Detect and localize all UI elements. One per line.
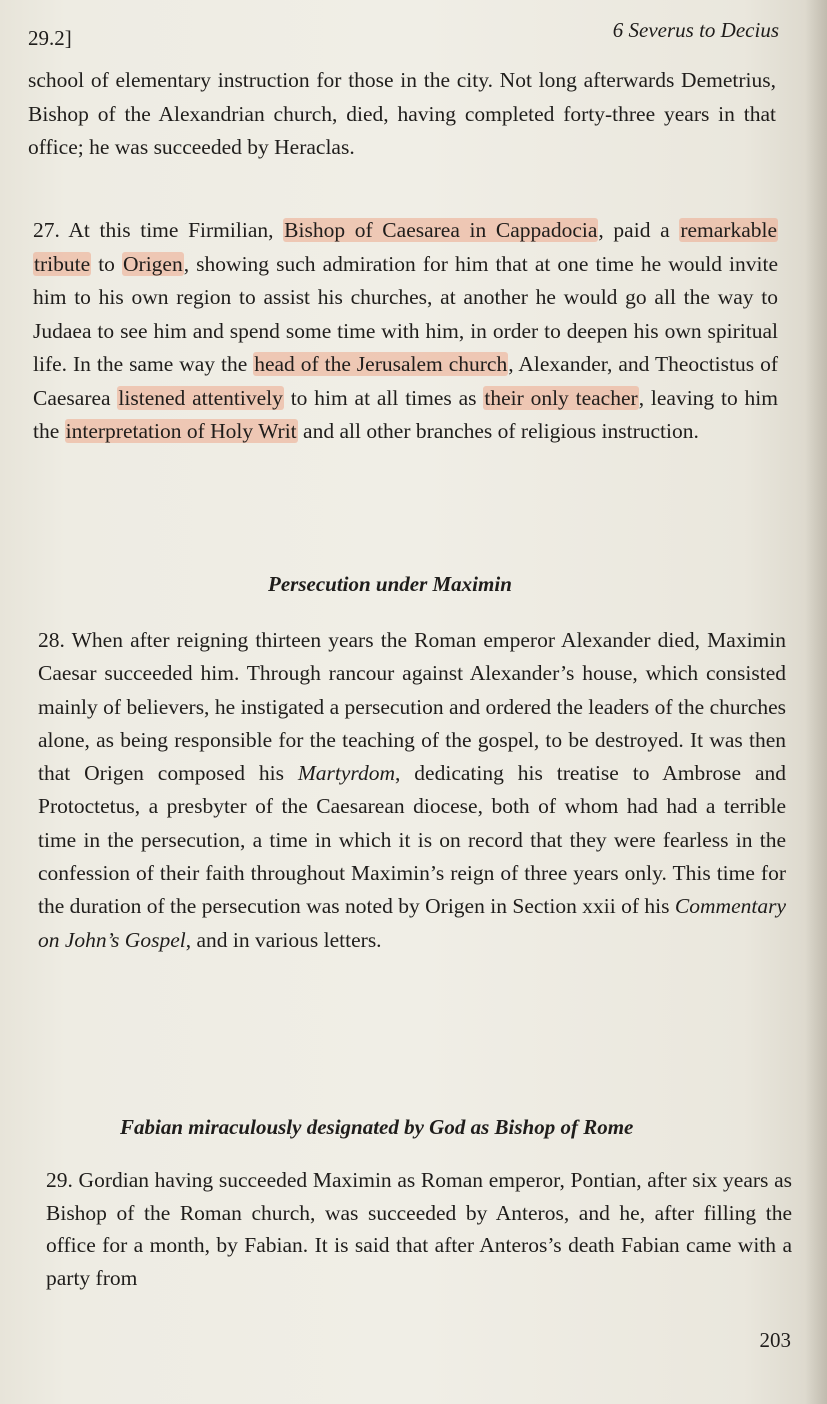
section-heading-persecution: Persecution under Maximin: [268, 572, 512, 596]
paragraph-27: [33, 214, 778, 449]
text-segment: to: [91, 251, 123, 276]
section-heading-fabian: Fabian miraculously designated by God as Bishop of Rome: [120, 1115, 634, 1139]
text-segment: , leaving to him the: [33, 385, 778, 443]
highlight-listened-attentively: listened attentively: [118, 385, 283, 410]
highlight-their-only-teacher: their only teacher: [484, 385, 638, 410]
paragraph-28: [38, 624, 786, 957]
highlight-origen: Origen: [123, 251, 183, 276]
highlight-interpretation-of-holy-writ: interpretation of Holy Writ: [65, 419, 297, 443]
paragraph-continuation: school of elementary instruction for those in the city. Not long afterwards Demetrius, Bishop of the Alexandrian church, died, having completed forty-three years in that office; he was succeeded by Heraclas.: [28, 68, 776, 159]
highlight-head-of-jerusalem-church: head of the Jerusalem church: [254, 352, 508, 376]
text-segment: and all other branches of religious instruction.: [297, 419, 699, 443]
paragraph-29: 29. Gordian having succeeded Maximin as Roman emperor, Pontian, after six years as Bishop of the Roman church, was succeeded by Anteros, and he, after filling the office for a month, by Fabian. It is said that after Anteros’s death Fabian came with a party from: [46, 1168, 792, 1290]
title-commentary-on-johns-gospel: Commentary on John’s Gospel: [38, 894, 786, 952]
text-segment: 28. When after reigning thirteen years the Roman emperor Alexander died, Maximin Caesar succeeded him. Through rancour against Alexander’s house, which consisted mainly of believers, he instigated a persecution and ordered the leaders of the churches alone, as being responsible for the teaching of the gospel, to be destroyed. It was then that Origen composed his: [38, 628, 786, 786]
text-segment: to him at all times as: [283, 385, 484, 410]
running-title: 6 Severus to Decius: [612, 18, 779, 42]
text-segment: , dedicating his treatise to Ambrose and Protoctetus, a presbyter of the Caesarean diocese, both of whom had had a terrible time in the persecution, a time in which it is on record that they were fearless in the confession of their faith throughout Maximin’s reign of three years only. This time for the duration of the persecution was noted by Origen in Section xxii of his: [38, 761, 786, 919]
text-segment: 27. At this time Firmilian,: [33, 218, 284, 242]
text-segment: , showing such admiration for him that at one time he would invite him to his own region to assist his churches, at another he would go all the way to Judaea to see him and spend some time with him, in order to deepen his own spiritual life. In the same way the: [33, 251, 778, 376]
highlight-bishop-of-caesarea: Bishop of Caesarea in Cappadocia: [284, 218, 598, 242]
text-segment: , and in various letters.: [185, 927, 382, 952]
highlight-remarkable-tribute: remarkable tribute: [34, 218, 777, 276]
text-segment: , Alexander, and Theoctistus of Caesarea: [33, 352, 778, 410]
text-segment: , paid a: [598, 218, 680, 242]
running-header: [28, 16, 779, 50]
page-number: 203: [759, 1328, 791, 1352]
page-edge-shadow: [805, 0, 827, 1404]
section-reference: 29.2]: [28, 26, 72, 50]
title-martyrdom: Martyrdom: [297, 761, 396, 786]
